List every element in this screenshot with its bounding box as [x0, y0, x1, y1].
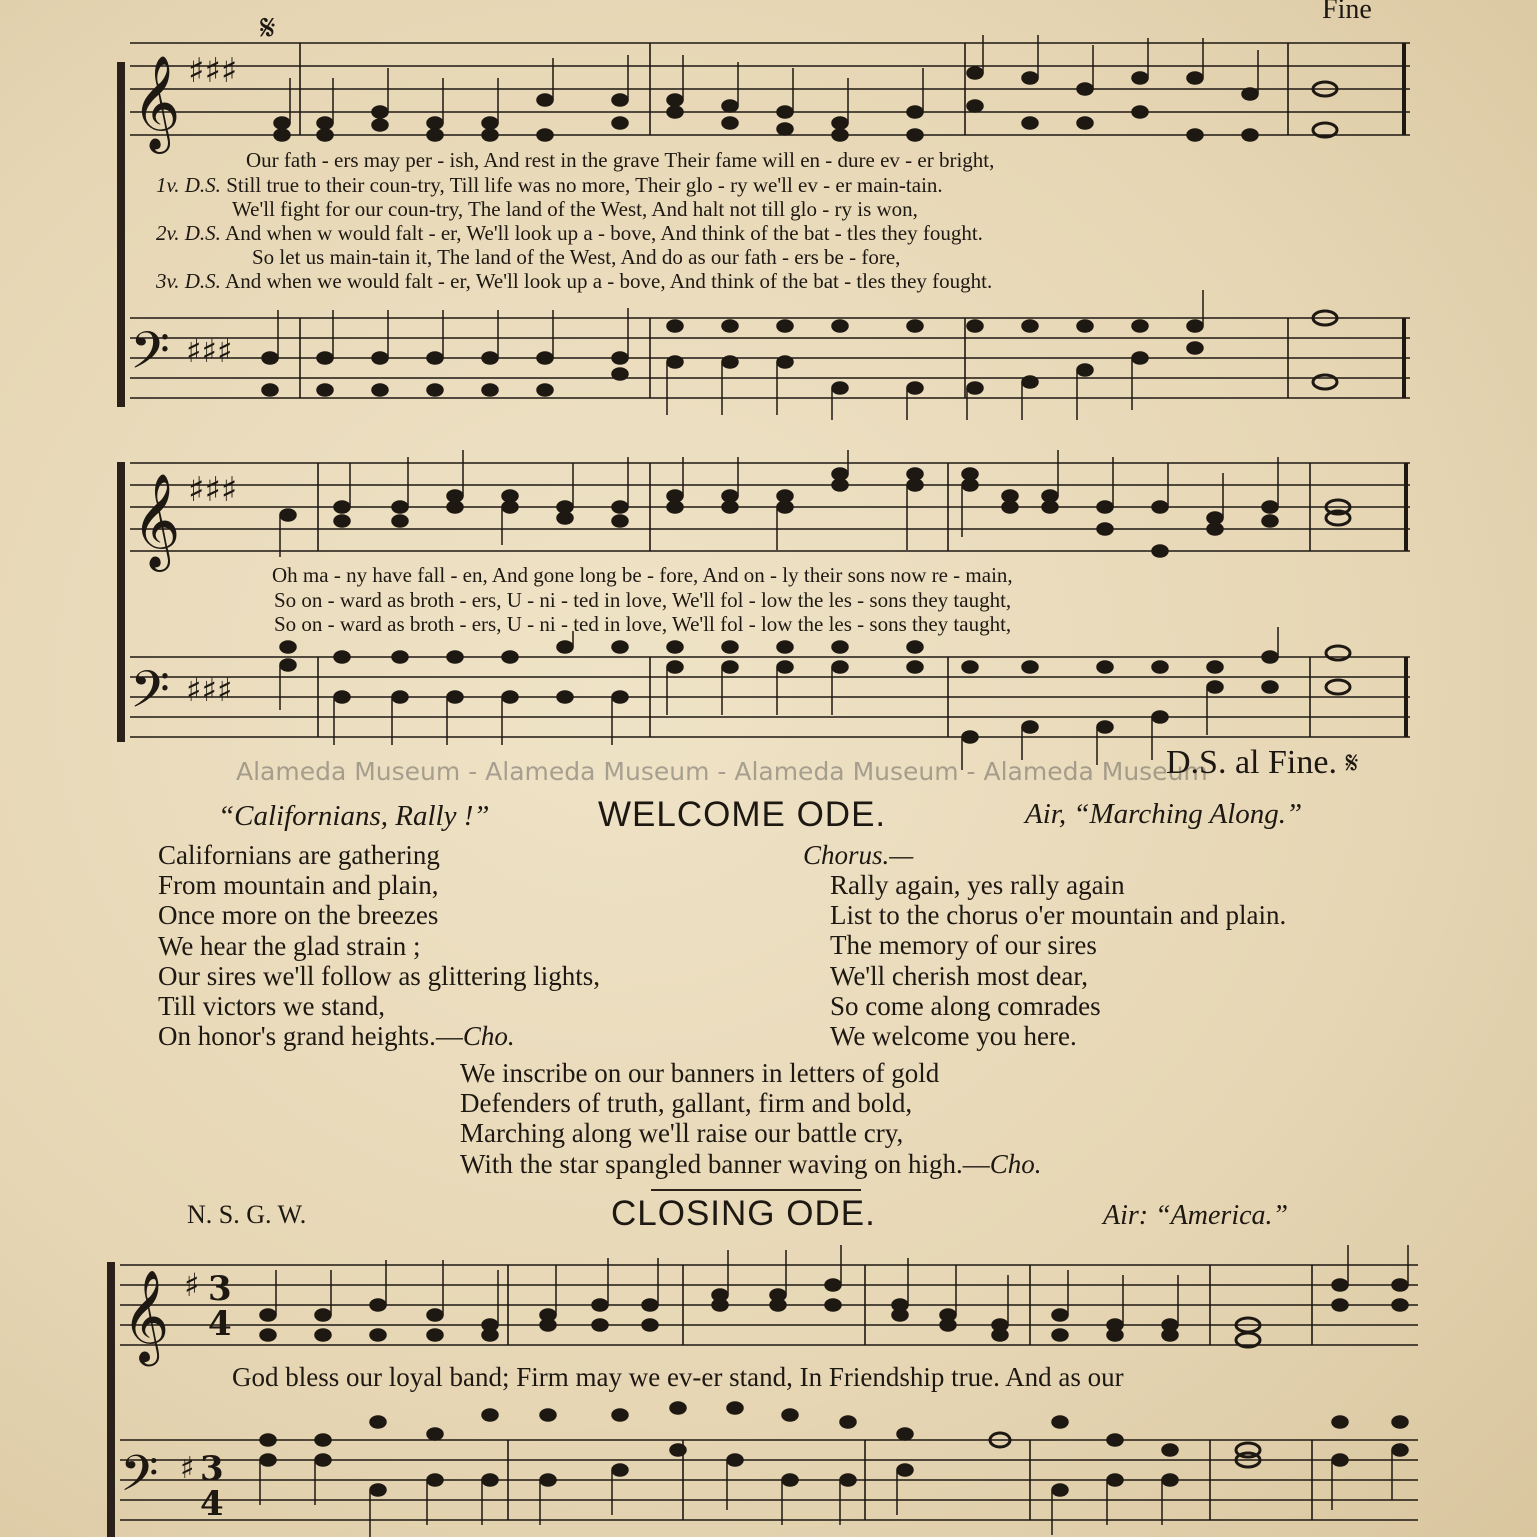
- welcome-left-note: “Californians, Rally !”: [218, 800, 490, 832]
- svg-text:𝄢: 𝄢: [130, 659, 170, 732]
- closing-ode-title: CLOSING ODE.: [611, 1194, 876, 1233]
- welcome-stanza: [460, 1058, 1042, 1179]
- closing-lyric: God bless our loyal band; Firm may we ev-er stand, In Friendship true. And as our: [232, 1362, 1124, 1392]
- verse-line: From mountain and plain,: [158, 870, 439, 901]
- svg-text:𝄞: 𝄞: [132, 473, 181, 568]
- svg-text:𝄢: 𝄢: [130, 320, 170, 393]
- stanza-line: We inscribe on our banners in letters of gold: [460, 1058, 940, 1088]
- svg-text:3: 3: [200, 1449, 224, 1489]
- lyric-row-8: So on - ward as broth - ers, U - ni - ted in love, We'll fol - low the les - sons they taught,: [274, 588, 1012, 612]
- svg-text:4: 4: [208, 1304, 232, 1344]
- stanza-line: Marching along we'll raise our battle cry,: [460, 1118, 904, 1149]
- verse-tag: 2v. D.S.: [156, 221, 221, 245]
- chorus-label: Chorus.—: [803, 840, 914, 870]
- chorus-line: The memory of our sires: [830, 930, 1097, 961]
- lyric-row-9: So on - ward as broth - ers, U - ni - ted in love, We'll fol - low the les - sons they taught,: [274, 612, 1012, 636]
- welcome-verse: [158, 840, 600, 1051]
- lyric-row-5: So let us main-tain it, The land of the West, And do as our fath - ers be - fore,: [252, 245, 901, 269]
- verse-line: Till victors we stand,: [158, 991, 386, 1022]
- svg-text:♯♯♯: ♯♯♯: [186, 671, 233, 709]
- lyric-row-3: We'll fight for our coun-try, The land of the West, And halt not till glo - ry is won,: [232, 197, 918, 221]
- welcome-air: Air, “Marching Along.”: [1025, 798, 1303, 830]
- lyric-row-2: Still true to their coun-try, Till life was no more, Their glo - ry we'll ev - er main-tain.: [226, 173, 943, 197]
- verse-line: We hear the glad strain ;: [158, 930, 421, 961]
- chorus-line: We'll cherish most dear,: [830, 960, 1089, 991]
- chorus-line: Rally again, yes rally again: [830, 870, 1125, 900]
- system-2-bass-staff: [110, 635, 1420, 760]
- verse-line: Our sires we'll follow as glittering lights,: [158, 960, 601, 991]
- svg-text:𝄢: 𝄢: [120, 1445, 159, 1515]
- lyric-row-7: Oh ma - ny have fall - en, And gone long be - fore, And on - ly their sons now re - main,: [272, 563, 1013, 587]
- svg-text:♯♯♯: ♯♯♯: [186, 332, 233, 370]
- svg-text:♯♯♯: ♯♯♯: [188, 51, 238, 91]
- svg-text:4: 4: [200, 1484, 224, 1524]
- verse-tag: 3v. D.S.: [156, 269, 221, 293]
- svg-text:𝄞: 𝄞: [132, 55, 181, 150]
- lyric-row-6: And when we would falt - er, We'll look up a - bove, And think of the bat - tles they fought.: [225, 269, 993, 293]
- chorus-line: List to the chorus o'er mountain and plain.: [830, 900, 1287, 931]
- svg-text:𝄋: 𝄋: [260, 8, 276, 49]
- welcome-chorus: [830, 870, 1286, 1051]
- hymn-one-lyrics-block-1: [150, 148, 1390, 303]
- chorus-line: We welcome you here.: [830, 1021, 1077, 1052]
- fine-marker: Fine: [1322, 0, 1372, 25]
- welcome-ode-title: WELCOME ODE.: [598, 795, 887, 834]
- verse-line: Californians are gathering: [158, 840, 440, 870]
- stanza-line: Defenders of truth, gallant, firm and bold,: [460, 1088, 913, 1119]
- closing-air: Air: “America.”: [1103, 1200, 1289, 1231]
- verse-tag: 1v. D.S.: [156, 173, 221, 197]
- closing-left-note: N. S. G. W.: [187, 1200, 307, 1229]
- lyric-row-4: And when w would falt - er, We'll look up a - bove, And think of the bat - tles they fought.: [225, 221, 983, 245]
- system-2-treble-staff: [110, 445, 1420, 568]
- section-divider: [651, 1189, 861, 1191]
- svg-text:♯♯♯: ♯♯♯: [188, 470, 238, 510]
- watermark: Alameda Museum - Alameda Museum - Alameda Museum - Alameda Museum: [236, 757, 1208, 786]
- svg-text:3: 3: [208, 1269, 232, 1309]
- svg-text:♯: ♯: [180, 1451, 195, 1486]
- segno-icon: 𝄋: [1345, 746, 1359, 781]
- cho-marker: Cho.: [989, 1148, 1042, 1179]
- svg-text:𝄞: 𝄞: [122, 1269, 170, 1362]
- chorus-line: So come along comrades: [830, 990, 1101, 1021]
- verse-line: On honor's grand heights.—Cho.: [158, 1021, 515, 1052]
- system-1-bass-staff: [110, 300, 1420, 425]
- ds-al-fine-marker: D.S. al Fine. 𝄋: [1166, 744, 1359, 781]
- svg-text:♯: ♯: [184, 1266, 200, 1304]
- cho-marker: Cho.: [462, 1021, 515, 1052]
- stanza-line: With the star spangled banner waving on high.—Cho.: [460, 1148, 1042, 1179]
- lyric-row-1: Our fath - ers may per - ish, And rest in the grave Their fame will en - dure ev - er bright,: [246, 148, 995, 172]
- verse-line: Once more on the breezes: [158, 900, 439, 931]
- hymn-one-lyrics-block-2: [272, 563, 1382, 638]
- closing-bass-staff: [100, 1410, 1430, 1537]
- closing-treble-staff: [100, 1240, 1430, 1360]
